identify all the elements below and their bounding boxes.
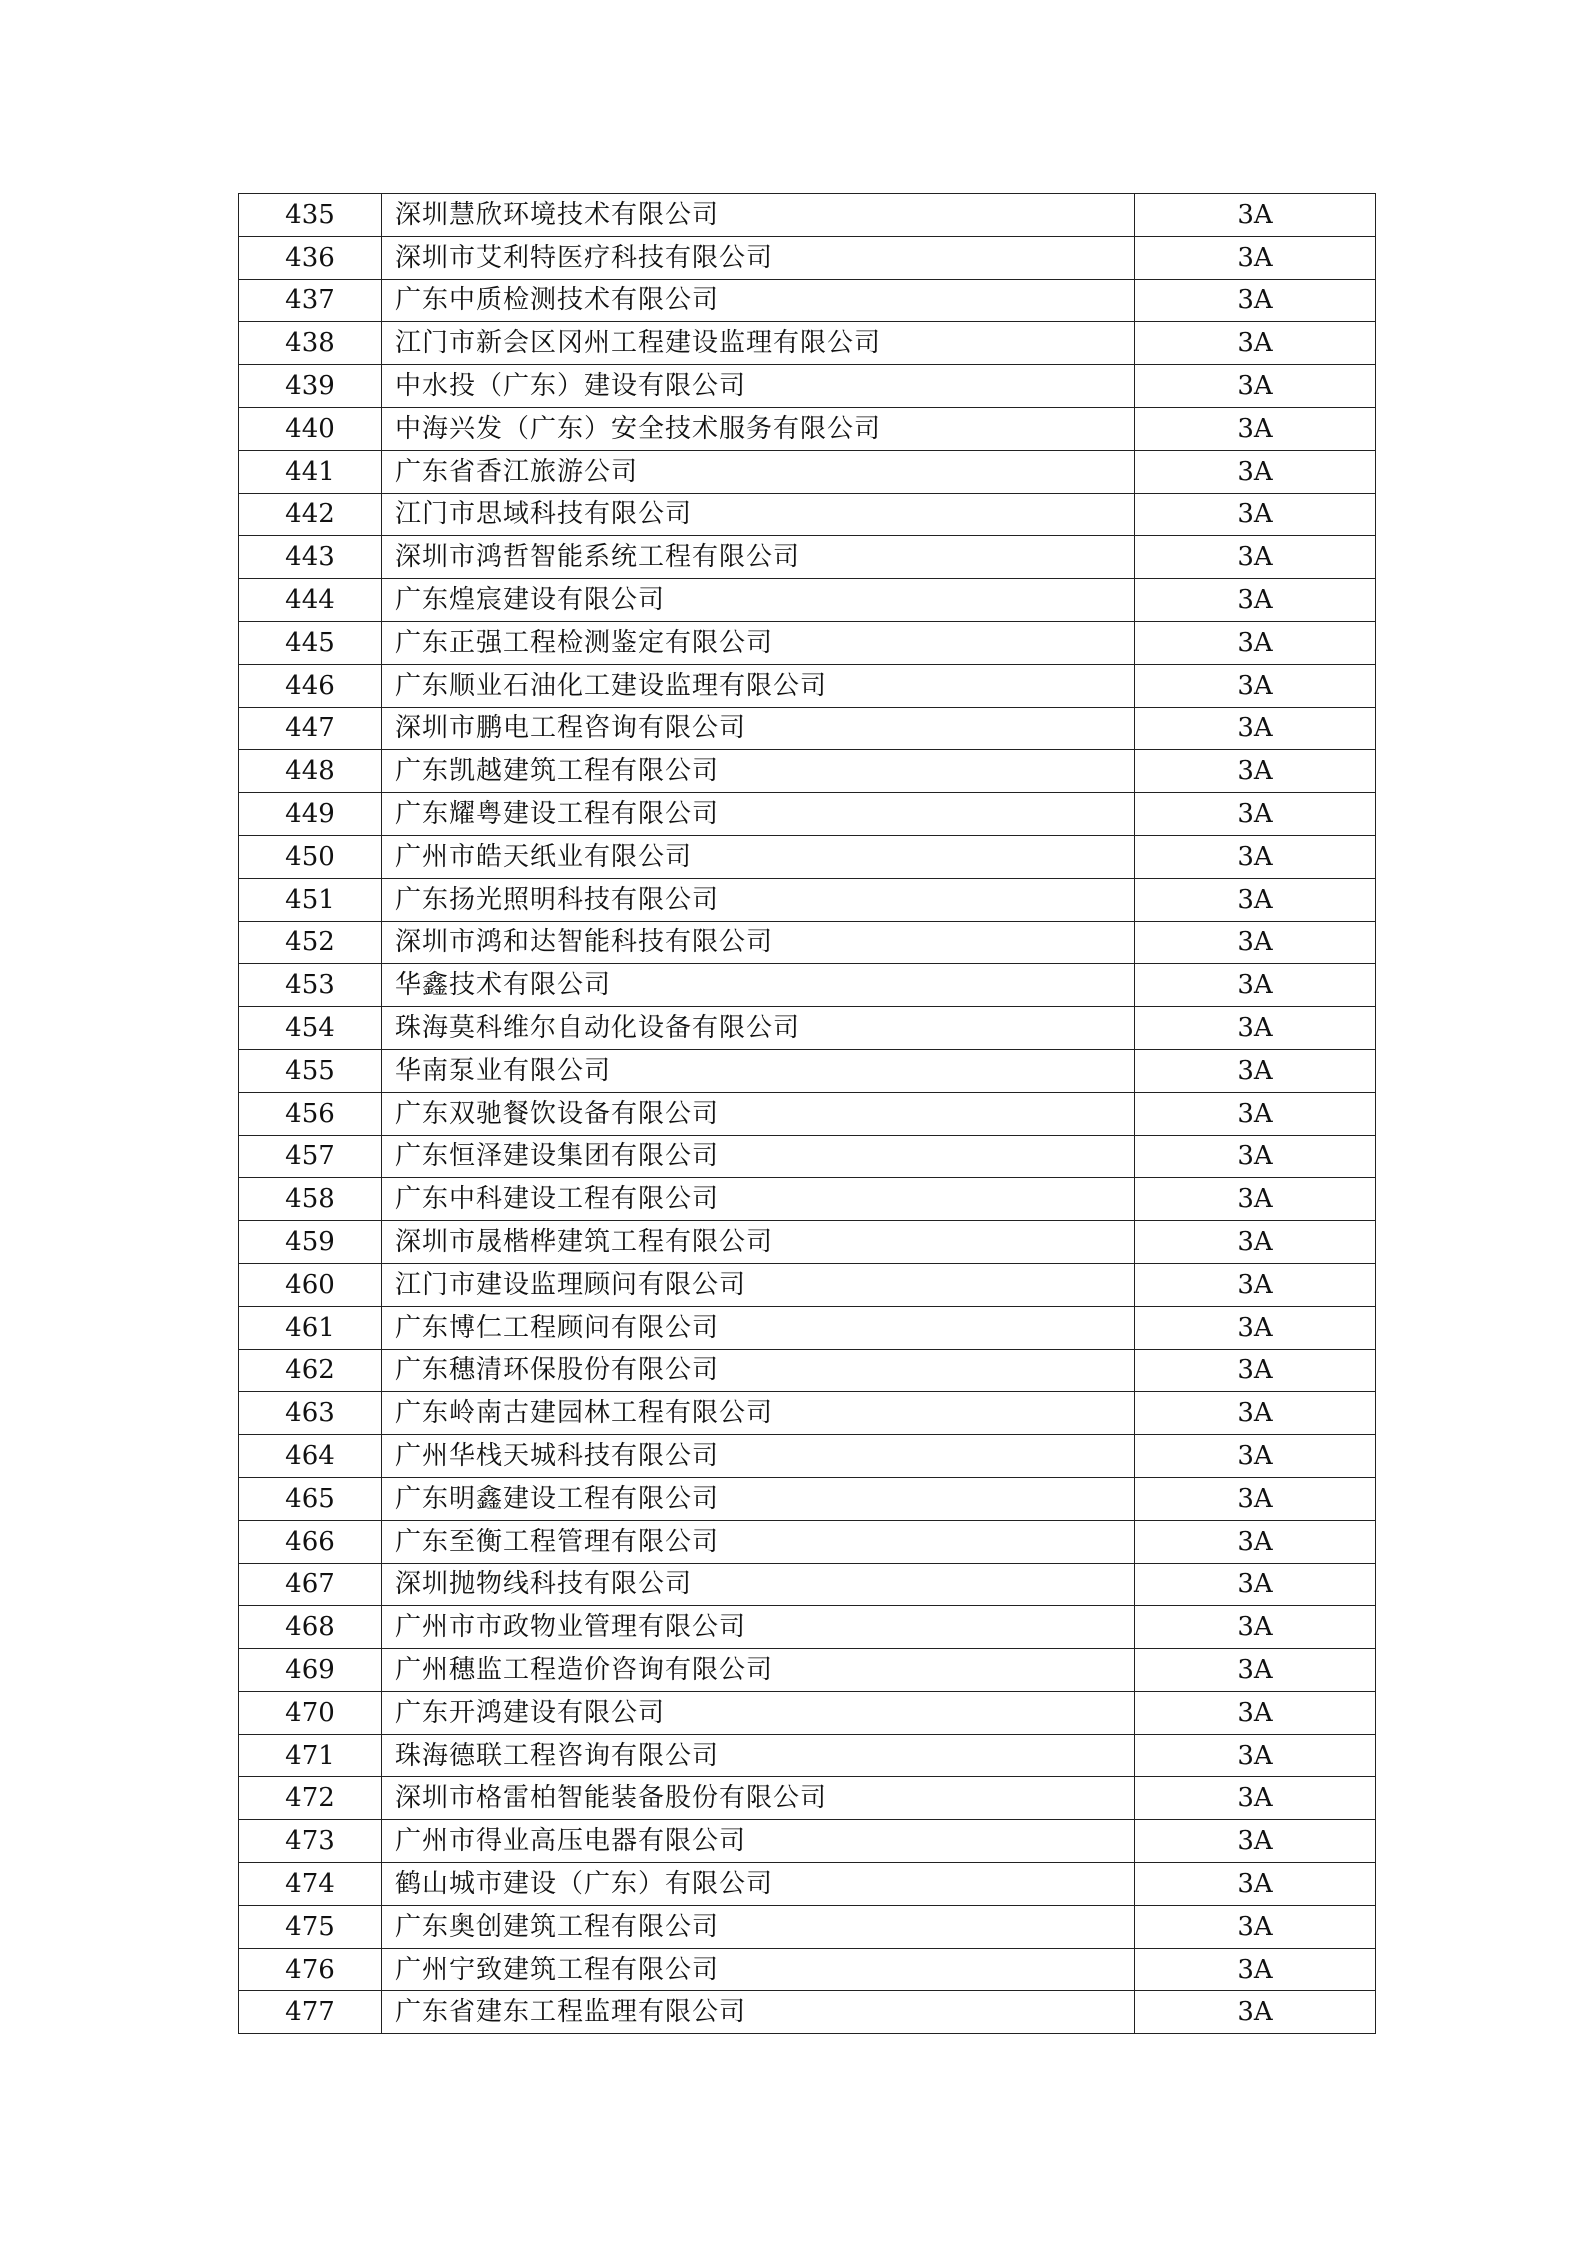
table-row (239, 1049, 1376, 1092)
row-number-cell: 464 (239, 1435, 382, 1478)
company-name-cell: 广东岭南古建园林工程有限公司 (382, 1392, 1135, 1435)
credit-grade-cell: 3A (1135, 194, 1376, 237)
credit-grade-cell: 3A (1135, 1863, 1376, 1906)
table-row (239, 1263, 1376, 1306)
table-row (239, 793, 1376, 836)
table-row (239, 536, 1376, 579)
row-number-cell: 442 (239, 493, 382, 536)
credit-grade-cell: 3A (1135, 1135, 1376, 1178)
credit-grade-cell: 3A (1135, 664, 1376, 707)
company-name-cell: 中海兴发（广东）安全技术服务有限公司 (382, 407, 1135, 450)
table-row (239, 194, 1376, 237)
company-name-cell: 深圳市格雷柏智能装备股份有限公司 (382, 1777, 1135, 1820)
company-name-cell: 深圳市鸿哲智能系统工程有限公司 (382, 536, 1135, 579)
table-row (239, 621, 1376, 664)
credit-grade-cell: 3A (1135, 322, 1376, 365)
credit-grade-cell: 3A (1135, 1520, 1376, 1563)
table-row (239, 1392, 1376, 1435)
row-number-cell: 477 (239, 1991, 382, 2034)
credit-grade-cell: 3A (1135, 1263, 1376, 1306)
row-number-cell: 446 (239, 664, 382, 707)
credit-grade-cell: 3A (1135, 1991, 1376, 2034)
company-name-cell: 深圳市艾利特医疗科技有限公司 (382, 236, 1135, 279)
credit-grade-cell: 3A (1135, 1777, 1376, 1820)
table-row (239, 1734, 1376, 1777)
row-number-cell: 443 (239, 536, 382, 579)
row-number-cell: 440 (239, 407, 382, 450)
table-row (239, 921, 1376, 964)
company-name-cell: 广东耀粤建设工程有限公司 (382, 793, 1135, 836)
credit-grade-cell: 3A (1135, 1007, 1376, 1050)
table-row (239, 707, 1376, 750)
company-name-cell: 江门市新会区冈州工程建设监理有限公司 (382, 322, 1135, 365)
row-number-cell: 454 (239, 1007, 382, 1050)
row-number-cell: 435 (239, 194, 382, 237)
row-number-cell: 473 (239, 1820, 382, 1863)
table-row (239, 1948, 1376, 1991)
table-row (239, 1306, 1376, 1349)
row-number-cell: 461 (239, 1306, 382, 1349)
credit-grade-cell: 3A (1135, 579, 1376, 622)
table-row (239, 1820, 1376, 1863)
credit-rating-table (238, 193, 1376, 2034)
company-name-cell: 广州华栈天城科技有限公司 (382, 1435, 1135, 1478)
credit-grade-cell: 3A (1135, 1734, 1376, 1777)
table-row (239, 1092, 1376, 1135)
company-name-cell: 广州市皓天纸业有限公司 (382, 835, 1135, 878)
credit-grade-cell: 3A (1135, 921, 1376, 964)
table-row (239, 750, 1376, 793)
table-row (239, 1777, 1376, 1820)
table-row (239, 279, 1376, 322)
row-number-cell: 458 (239, 1178, 382, 1221)
credit-grade-cell: 3A (1135, 1392, 1376, 1435)
table-row (239, 1007, 1376, 1050)
row-number-cell: 447 (239, 707, 382, 750)
row-number-cell: 452 (239, 921, 382, 964)
row-number-cell: 463 (239, 1392, 382, 1435)
company-name-cell: 江门市思域科技有限公司 (382, 493, 1135, 536)
company-name-cell: 广东至衡工程管理有限公司 (382, 1520, 1135, 1563)
table-row (239, 1221, 1376, 1264)
credit-grade-cell: 3A (1135, 621, 1376, 664)
table-row (239, 1649, 1376, 1692)
company-name-cell: 广东博仁工程顾问有限公司 (382, 1306, 1135, 1349)
row-number-cell: 445 (239, 621, 382, 664)
credit-grade-cell: 3A (1135, 407, 1376, 450)
row-number-cell: 476 (239, 1948, 382, 1991)
company-name-cell: 广东省香江旅游公司 (382, 450, 1135, 493)
row-number-cell: 459 (239, 1221, 382, 1264)
table-row (239, 322, 1376, 365)
credit-grade-cell: 3A (1135, 450, 1376, 493)
row-number-cell: 457 (239, 1135, 382, 1178)
row-number-cell: 438 (239, 322, 382, 365)
row-number-cell: 460 (239, 1263, 382, 1306)
company-name-cell: 广东凯越建筑工程有限公司 (382, 750, 1135, 793)
row-number-cell: 451 (239, 878, 382, 921)
credit-grade-cell: 3A (1135, 1092, 1376, 1135)
credit-grade-cell: 3A (1135, 1948, 1376, 1991)
table-row (239, 450, 1376, 493)
credit-grade-cell: 3A (1135, 236, 1376, 279)
company-name-cell: 广东顺业石油化工建设监理有限公司 (382, 664, 1135, 707)
row-number-cell: 450 (239, 835, 382, 878)
table-row (239, 664, 1376, 707)
row-number-cell: 465 (239, 1477, 382, 1520)
company-name-cell: 广东扬光照明科技有限公司 (382, 878, 1135, 921)
credit-grade-cell: 3A (1135, 536, 1376, 579)
table-row (239, 493, 1376, 536)
company-name-cell: 广州市得业高压电器有限公司 (382, 1820, 1135, 1863)
row-number-cell: 439 (239, 365, 382, 408)
credit-grade-cell: 3A (1135, 365, 1376, 408)
company-name-cell: 广东奥创建筑工程有限公司 (382, 1905, 1135, 1948)
credit-grade-cell: 3A (1135, 878, 1376, 921)
row-number-cell: 472 (239, 1777, 382, 1820)
company-name-cell: 广州市市政物业管理有限公司 (382, 1606, 1135, 1649)
table-row (239, 236, 1376, 279)
row-number-cell: 449 (239, 793, 382, 836)
table-row (239, 1991, 1376, 2034)
row-number-cell: 437 (239, 279, 382, 322)
table-row (239, 1135, 1376, 1178)
credit-grade-cell: 3A (1135, 1477, 1376, 1520)
credit-grade-cell: 3A (1135, 1221, 1376, 1264)
table-row (239, 1477, 1376, 1520)
table-row (239, 1520, 1376, 1563)
table-row (239, 835, 1376, 878)
company-name-cell: 鹤山城市建设（广东）有限公司 (382, 1863, 1135, 1906)
table-row (239, 964, 1376, 1007)
credit-grade-cell: 3A (1135, 1178, 1376, 1221)
row-number-cell: 444 (239, 579, 382, 622)
credit-grade-cell: 3A (1135, 279, 1376, 322)
company-name-cell: 广东开鸿建设有限公司 (382, 1691, 1135, 1734)
table-row (239, 1606, 1376, 1649)
company-name-cell: 广州穗监工程造价咨询有限公司 (382, 1649, 1135, 1692)
company-name-cell: 珠海德联工程咨询有限公司 (382, 1734, 1135, 1777)
row-number-cell: 469 (239, 1649, 382, 1692)
credit-grade-cell: 3A (1135, 835, 1376, 878)
company-name-cell: 华鑫技术有限公司 (382, 964, 1135, 1007)
company-name-cell: 广东省建东工程监理有限公司 (382, 1991, 1135, 2034)
table-row (239, 1435, 1376, 1478)
company-name-cell: 广东中质检测技术有限公司 (382, 279, 1135, 322)
company-name-cell: 江门市建设监理顾问有限公司 (382, 1263, 1135, 1306)
credit-grade-cell: 3A (1135, 493, 1376, 536)
credit-grade-cell: 3A (1135, 793, 1376, 836)
table-row (239, 1863, 1376, 1906)
company-name-cell: 深圳慧欣环境技术有限公司 (382, 194, 1135, 237)
row-number-cell: 441 (239, 450, 382, 493)
credit-grade-cell: 3A (1135, 964, 1376, 1007)
credit-grade-cell: 3A (1135, 1306, 1376, 1349)
credit-grade-cell: 3A (1135, 1905, 1376, 1948)
credit-grade-cell: 3A (1135, 1049, 1376, 1092)
row-number-cell: 453 (239, 964, 382, 1007)
credit-grade-cell: 3A (1135, 1606, 1376, 1649)
row-number-cell: 462 (239, 1349, 382, 1392)
table-row (239, 1691, 1376, 1734)
credit-grade-cell: 3A (1135, 1349, 1376, 1392)
table-row (239, 1905, 1376, 1948)
company-name-cell: 深圳市鸿和达智能科技有限公司 (382, 921, 1135, 964)
table-body (239, 194, 1376, 2034)
credit-grade-cell: 3A (1135, 707, 1376, 750)
table-row (239, 1349, 1376, 1392)
row-number-cell: 475 (239, 1905, 382, 1948)
company-name-cell: 深圳抛物线科技有限公司 (382, 1563, 1135, 1606)
company-name-cell: 深圳市晟楷桦建筑工程有限公司 (382, 1221, 1135, 1264)
table-row (239, 878, 1376, 921)
company-name-cell: 华南泵业有限公司 (382, 1049, 1135, 1092)
row-number-cell: 436 (239, 236, 382, 279)
company-name-cell: 广东穗清环保股份有限公司 (382, 1349, 1135, 1392)
credit-grade-cell: 3A (1135, 1563, 1376, 1606)
row-number-cell: 456 (239, 1092, 382, 1135)
table-row (239, 365, 1376, 408)
company-name-cell: 广州宁致建筑工程有限公司 (382, 1948, 1135, 1991)
row-number-cell: 467 (239, 1563, 382, 1606)
credit-grade-cell: 3A (1135, 750, 1376, 793)
company-name-cell: 珠海莫科维尔自动化设备有限公司 (382, 1007, 1135, 1050)
table-row (239, 1178, 1376, 1221)
credit-grade-cell: 3A (1135, 1435, 1376, 1478)
credit-grade-cell: 3A (1135, 1820, 1376, 1863)
row-number-cell: 468 (239, 1606, 382, 1649)
credit-grade-cell: 3A (1135, 1691, 1376, 1734)
company-name-cell: 广东正强工程检测鉴定有限公司 (382, 621, 1135, 664)
row-number-cell: 470 (239, 1691, 382, 1734)
company-name-cell: 广东恒泽建设集团有限公司 (382, 1135, 1135, 1178)
company-name-cell: 广东中科建设工程有限公司 (382, 1178, 1135, 1221)
row-number-cell: 466 (239, 1520, 382, 1563)
credit-grade-cell: 3A (1135, 1649, 1376, 1692)
row-number-cell: 471 (239, 1734, 382, 1777)
table-row (239, 579, 1376, 622)
company-name-cell: 广东煌宸建设有限公司 (382, 579, 1135, 622)
row-number-cell: 455 (239, 1049, 382, 1092)
row-number-cell: 448 (239, 750, 382, 793)
company-name-cell: 广东双驰餐饮设备有限公司 (382, 1092, 1135, 1135)
table-row (239, 1563, 1376, 1606)
company-name-cell: 深圳市鹏电工程咨询有限公司 (382, 707, 1135, 750)
table-row (239, 407, 1376, 450)
company-name-cell: 广东明鑫建设工程有限公司 (382, 1477, 1135, 1520)
company-name-cell: 中水投（广东）建设有限公司 (382, 365, 1135, 408)
row-number-cell: 474 (239, 1863, 382, 1906)
